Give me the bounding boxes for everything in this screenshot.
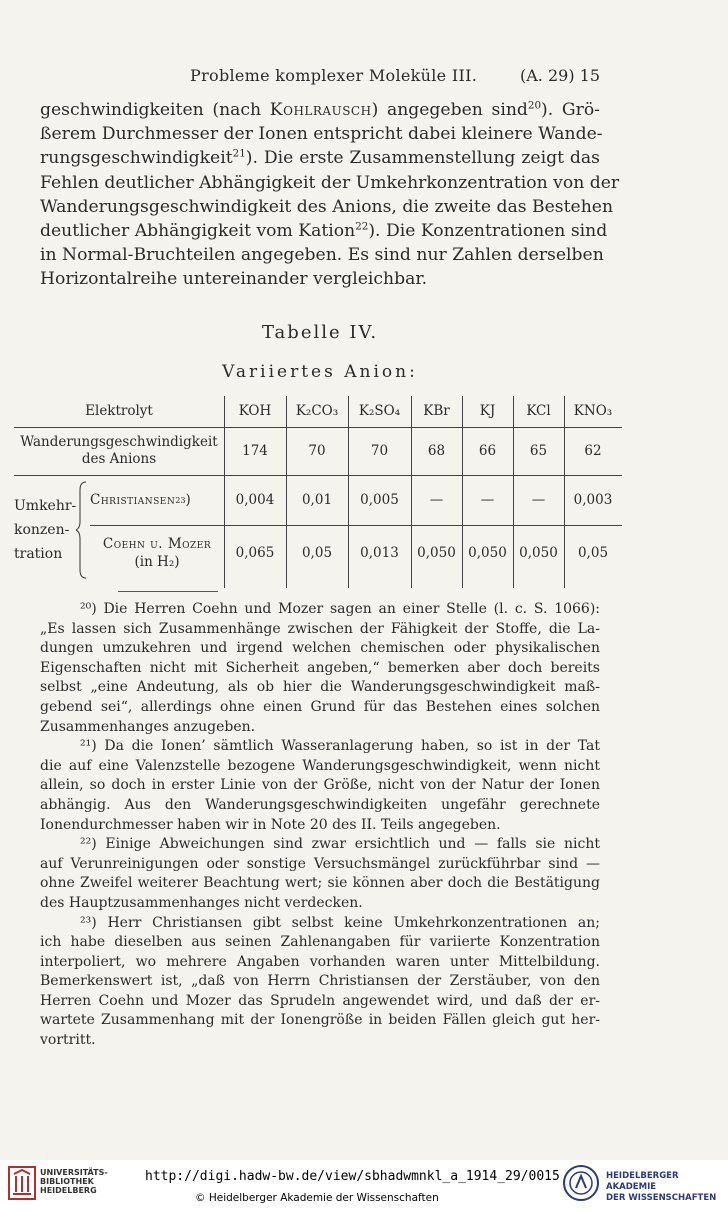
body-paragraph bbox=[40, 98, 620, 292]
table-cell: 66 bbox=[478, 443, 497, 459]
library-name: UNIVERSITÄTS- BIBLIOTHEK HEIDELBERG bbox=[40, 1168, 108, 1195]
footnote-ref: 22 bbox=[355, 220, 369, 233]
row-label-wanderungsgeschwindigkeit: Wanderungsgeschwindigkeit des Anions bbox=[20, 434, 218, 467]
table-cell: 0,065 bbox=[235, 544, 275, 561]
table-cell: 0,050 bbox=[468, 544, 507, 561]
running-header bbox=[40, 66, 600, 90]
body-line: rungsgeschwindigkeit$^{21}$). Die erste Zusammenstellung zeigt das bbox=[40, 147, 600, 169]
footnote-23: ²³) Herr Christiansen gibt selbst keine Umkehrkonzentrationen an; ich habe dieselben aus seinen Zahlenangaben für variierte Konzentration interpoliert, wo mehrere Angaben vorhanden waren unter Mittelbildung. Bemerkenswert ist, „daß von Herrn Christiansen der Zerstäuber, von den Herren Coehn und Mozer das Sprudeln angewendet wird, und daß der er- wartete Zusammenhang mit der Ionengröße in beiden Fällen gleich gut her- vortritt. bbox=[40, 914, 600, 1049]
table-cell: 62 bbox=[584, 443, 602, 459]
table-cell: — bbox=[480, 492, 495, 508]
table-cell: 0,050 bbox=[417, 544, 456, 561]
author-name: Kohlrausch bbox=[269, 100, 372, 120]
table-cell: 65 bbox=[529, 443, 548, 459]
table-cell: 70 bbox=[308, 443, 326, 459]
table-cell: 0,05 bbox=[577, 544, 609, 561]
footnote-ref: 20 bbox=[527, 99, 542, 112]
brace-icon bbox=[76, 480, 88, 580]
permalink-url[interactable]: http://digi.hadw-bw.de/view/sbhadwmnkl_a_1914_29/0015 bbox=[145, 1169, 560, 1184]
body-line: geschwindigkeiten (nach Kohlrausch) angegeben sind$^{20}$). Grö- bbox=[40, 99, 600, 120]
viewer-footer bbox=[0, 1160, 728, 1211]
table-cell: 0,05 bbox=[301, 544, 333, 561]
table-cell: 0,004 bbox=[235, 492, 275, 508]
header-title: Probleme komplexer Moleküle III. bbox=[190, 66, 478, 85]
body-line: ßerem Durchmesser der Ionen entspricht dabei kleinere Wande- bbox=[40, 124, 603, 145]
university-library-logo-icon bbox=[8, 1166, 36, 1200]
column-header: K₂CO₃ bbox=[295, 402, 339, 419]
body-line: Wanderungsgeschwindigkeit des Anions, die zweite das Bestehen bbox=[40, 196, 614, 217]
table-cell: — bbox=[531, 492, 546, 508]
table-cell: 70 bbox=[370, 443, 389, 459]
footnote-20: ²⁰) Die Herren Coehn und Mozer sagen an einer Stelle (l. c. S. 1066): „Es lassen sich Zusammenhänge zwischen der Fähigkeit der Stoffe, die La- dungen umzukehren und irgend welchen chemischen oder physikalischen Eigenschaften nicht mit Sicherheit angeben,“ bemerken aber doch bereits selbst „eine Andeutung, als ob hier die Wanderungsgeschwindigkeit maß- gebend sei“, allerdings ohne einen Grund für das Bestehen eines solchen Zusammenhanges anzugeben. bbox=[40, 601, 600, 735]
table-cell: 0,013 bbox=[360, 544, 399, 561]
header-page-ref: (A. 29) 15 bbox=[519, 66, 600, 85]
copyright-notice: © Heidelberger Akademie der Wissenschaften bbox=[195, 1192, 439, 1204]
table-cell: 68 bbox=[427, 443, 446, 459]
footnote-separator bbox=[118, 591, 218, 592]
footnote-22: ²²) Einige Abweichungen sind zwar ersichtlich und — falls sie nicht auf Verunreinigungen oder sonstige Versuchsmängel zurückführbar sind — ohne Zweifel weiterer Beachtung wert; sie können aber doch die Bestätigung des Hauptzusammenhanges nicht verdecken. bbox=[40, 836, 600, 911]
data-table bbox=[14, 394, 622, 590]
column-header: KBr bbox=[423, 402, 450, 419]
column-header-elektrolyt: Elektrolyt bbox=[85, 402, 153, 419]
column-header: KJ bbox=[479, 402, 496, 419]
row-label-christiansen: Christiansen 23 ) bbox=[90, 492, 191, 508]
table-cell: — bbox=[429, 492, 444, 508]
body-line: Fehlen deutlicher Abhängigkeit der Umkehrkonzentration von der bbox=[40, 172, 620, 193]
column-header: KCl bbox=[526, 402, 551, 419]
footnotes bbox=[40, 600, 600, 1051]
table-title: Tabelle IV. bbox=[261, 322, 379, 343]
table-cell: 0,050 bbox=[519, 544, 558, 561]
table-cell: 0,01 bbox=[301, 492, 333, 508]
table-subtitle: Variiertes Anion: bbox=[222, 362, 418, 382]
table-cell: 0,003 bbox=[573, 492, 613, 508]
row-label-coehn-mozer: Coehn u. Mozer (in H₂) bbox=[102, 535, 212, 570]
academy-seal-icon bbox=[562, 1164, 600, 1202]
table-cell: 174 bbox=[242, 443, 268, 459]
column-header: KOH bbox=[238, 402, 272, 419]
body-line: Horizontalreihe untereinander vergleichbar. bbox=[40, 269, 428, 290]
body-line: in Normal-Bruchteilen angegeben. Es sind nur Zahlen derselben bbox=[40, 245, 604, 266]
academy-name: HEIDELBERGER AKADEMIE DER WISSENSCHAFTEN bbox=[606, 1171, 717, 1203]
table-cell: 0,005 bbox=[360, 492, 399, 508]
column-header: KNO₃ bbox=[573, 402, 613, 419]
column-header: K₂SO₄ bbox=[358, 402, 401, 419]
row-group-umkehrkonzentration: Umkehr- konzen- tration bbox=[14, 498, 77, 562]
footnote-21: ²¹) Da die Ionen’ sämtlich Wasseranlagerung haben, so ist in der Tat die auf eine Valenzstelle bezogene Wanderungsgeschwindigkeit, wenn nicht allein, so doch in erster Linie von der Größe, nicht von der Natur der Ionen abhängig. Aus den Wanderungsgeschwindigkeiten ungefähr gerechnete Ionendurchmesser haben wir in Note 20 des II. Teils angegeben. bbox=[40, 738, 600, 833]
footnote-ref: 21 bbox=[232, 147, 246, 160]
body-line: deutlicher Abhängigkeit vom Kation$^{22}$). Die Konzentrationen sind bbox=[40, 220, 608, 242]
